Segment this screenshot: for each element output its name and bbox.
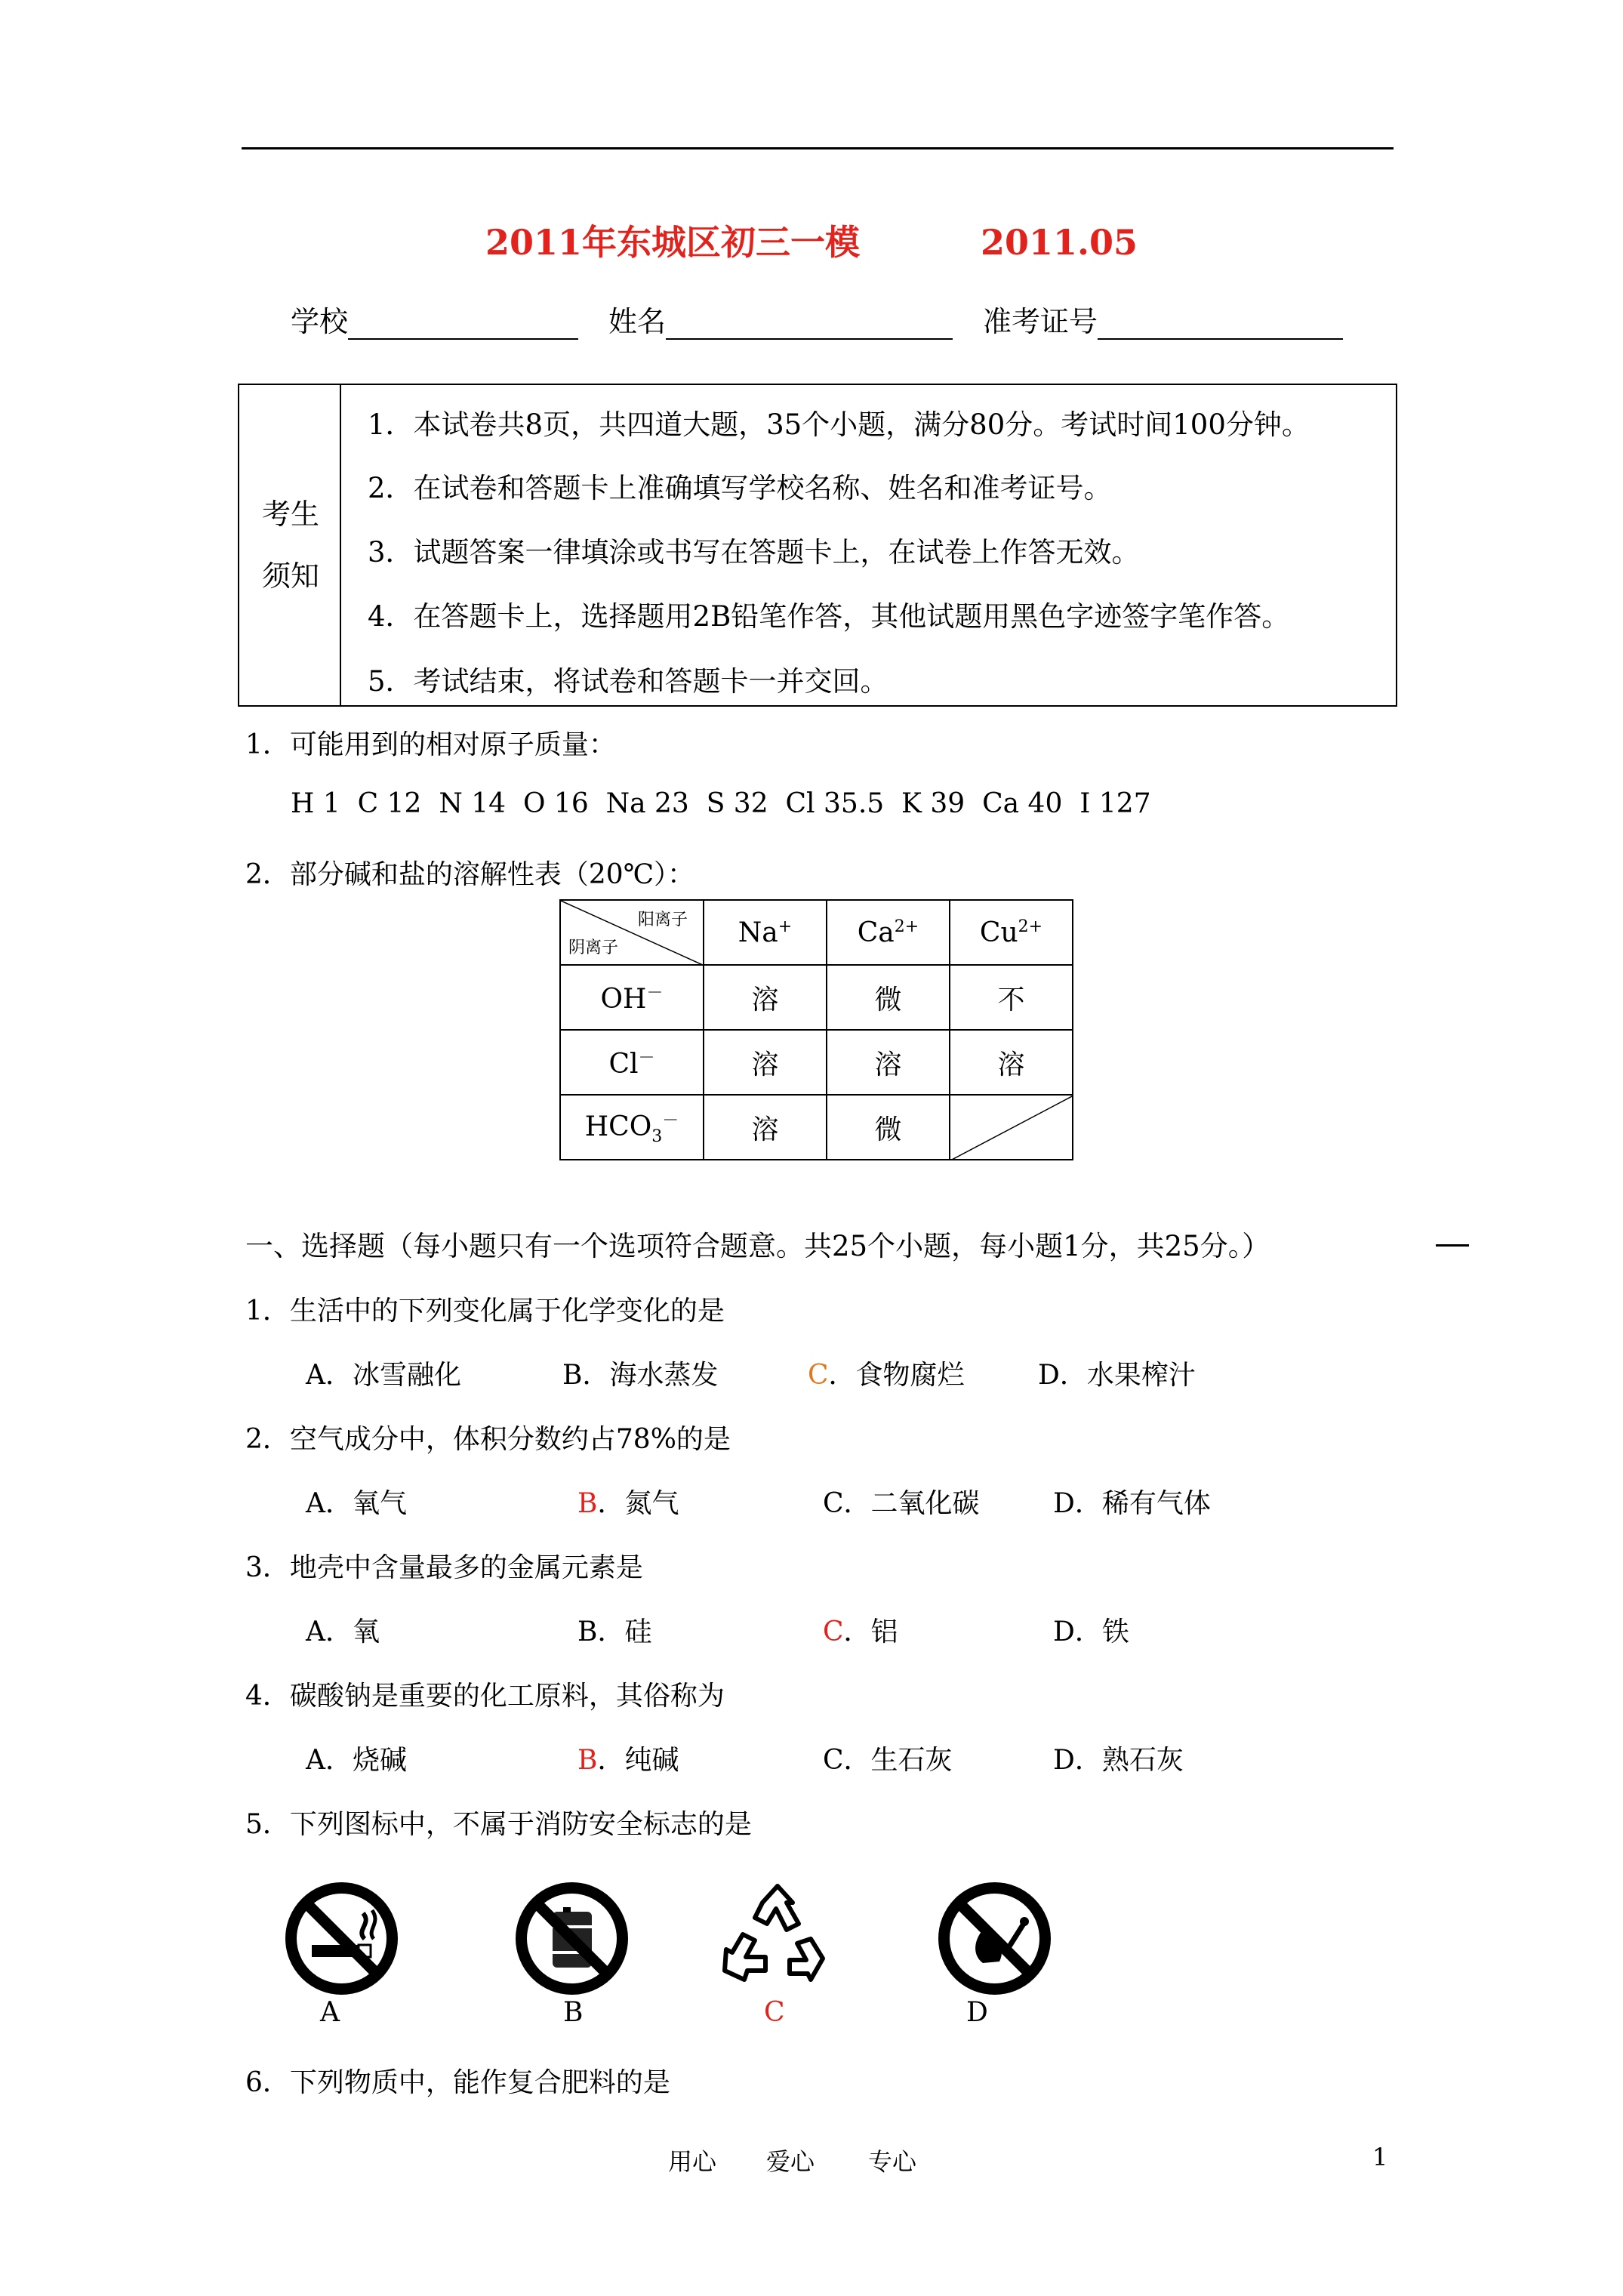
solubility-cell: 溶 bbox=[827, 1030, 950, 1095]
margin-dash bbox=[1436, 1244, 1469, 1247]
table-row bbox=[560, 900, 1073, 965]
solubility-cell: 溶 bbox=[950, 1030, 1073, 1095]
anion-header: 阴离子 bbox=[568, 938, 619, 957]
anion-cell: $HCO_3^-$ bbox=[560, 1095, 704, 1160]
question-stem: 5．下列图标中，不属于消防安全标志的是 bbox=[245, 1809, 752, 1840]
name-field bbox=[608, 298, 953, 340]
solubility-cell: 溶 bbox=[704, 1030, 827, 1095]
option-a[interactable]: A．冰雪融化 bbox=[306, 1360, 462, 1391]
solubility-cell: 溶 bbox=[704, 965, 827, 1030]
option-d[interactable]: D．铁 bbox=[1053, 1616, 1129, 1647]
option-d[interactable]: D．水果榨汁 bbox=[1038, 1360, 1196, 1391]
option-b[interactable]: B．海水蒸发 bbox=[562, 1360, 719, 1391]
option-d[interactable]: D．熟石灰 bbox=[1053, 1745, 1184, 1776]
option-b[interactable]: B．硅 bbox=[577, 1616, 652, 1647]
option-a[interactable]: A．烧碱 bbox=[306, 1745, 408, 1776]
name-label: 姓名 bbox=[608, 305, 667, 338]
school-blank[interactable] bbox=[348, 308, 578, 340]
notice-label-cell bbox=[239, 385, 341, 705]
notice-item: 5．考试结束，将试卷和答题卡一并交回。 bbox=[368, 665, 888, 698]
footer-motto: 用心 bbox=[668, 2147, 717, 2176]
atomic-mass-title: 1．可能用到的相对原子质量： bbox=[245, 729, 616, 760]
notice-item: 1．本试卷共8页，共四道大题，35个小题，满分80分。考试时间100分钟。 bbox=[368, 408, 1310, 441]
option-c[interactable]: C．生石灰 bbox=[823, 1745, 953, 1776]
table-row bbox=[560, 1095, 1073, 1160]
solubility-cell: 微 bbox=[827, 965, 950, 1030]
header-rule bbox=[242, 147, 1394, 149]
solubility-cell: 不 bbox=[950, 965, 1073, 1030]
solubility-cell: 微 bbox=[827, 1095, 950, 1160]
footer-motto: 爱心 bbox=[766, 2147, 815, 2176]
option-a[interactable]: A．氧 bbox=[306, 1616, 380, 1647]
anion-cell: OH－ bbox=[560, 965, 704, 1030]
option-c[interactable]: C．铝 bbox=[823, 1616, 898, 1647]
atomic-mass-values: H 1 C 12 N 14 O 16 Na 23 S 32 Cl 35.5 K 39 Ca 40 I 127 bbox=[291, 788, 1151, 819]
exam-no-label: 准考证号 bbox=[983, 305, 1098, 338]
table-row bbox=[560, 1030, 1073, 1095]
question-stem: 1．生活中的下列变化属于化学变化的是 bbox=[245, 1296, 725, 1327]
school-field bbox=[291, 298, 578, 340]
cation-cell: $Cu^{2+}$ bbox=[950, 900, 1073, 965]
table-row bbox=[560, 965, 1073, 1030]
exam-no-field bbox=[983, 298, 1343, 340]
option-a[interactable]: A．氧气 bbox=[306, 1488, 408, 1519]
exam-no-blank[interactable] bbox=[1098, 308, 1343, 340]
notice-label-line1: 考生 bbox=[262, 498, 320, 531]
footer-motto: 专心 bbox=[868, 2147, 917, 2176]
sign-label: D bbox=[966, 1997, 988, 2028]
exam-title: 2011年东城区初三一模 bbox=[485, 222, 860, 263]
solubility-table bbox=[559, 899, 1073, 1160]
section-heading: 一、选择题（每小题只有一个选项符合题意。共25个小题，每小题1分，共25分。） bbox=[245, 1230, 1270, 1262]
corner-header-cell bbox=[560, 900, 704, 965]
notice-item: 3．试题答案一律填涂或书写在答题卡上，在试卷上作答无效。 bbox=[368, 536, 1140, 569]
solubility-title: 2．部分碱和盐的溶解性表（20℃）： bbox=[245, 859, 694, 890]
sign-label: B bbox=[563, 1997, 584, 2028]
notice-item: 4．在答题卡上，选择题用2B铅笔作答，其他试题用黑色字迹签字笔作答。 bbox=[368, 600, 1290, 633]
sign-label: A bbox=[320, 1997, 340, 2028]
notice-label-line2: 须知 bbox=[262, 559, 320, 593]
question-stem: 2．空气成分中，体积分数约占78%的是 bbox=[245, 1424, 731, 1455]
anion-cell: Cl－ bbox=[560, 1030, 704, 1095]
page-number: 1 bbox=[1372, 2143, 1388, 2171]
question-stem: 6．下列物质中，能作复合肥料的是 bbox=[245, 2067, 670, 2098]
recycling-icon[interactable] bbox=[717, 1880, 838, 2004]
name-blank[interactable] bbox=[666, 308, 953, 340]
option-b[interactable]: B．氮气 bbox=[577, 1488, 679, 1519]
no-smoking-icon[interactable] bbox=[283, 1880, 400, 2004]
option-c[interactable]: C．食物腐烂 bbox=[808, 1360, 965, 1391]
no-fuel-drum-icon[interactable] bbox=[513, 1880, 630, 2004]
page-title bbox=[0, 215, 1623, 265]
option-b[interactable]: B．纯碱 bbox=[577, 1745, 679, 1776]
empty-diagonal-cell bbox=[950, 1095, 1073, 1160]
notice-item: 2．在试卷和答题卡上准确填写学校名称、姓名和准考证号。 bbox=[368, 472, 1112, 504]
cation-header: 阳离子 bbox=[637, 911, 688, 929]
option-d[interactable]: D．稀有气体 bbox=[1053, 1488, 1211, 1519]
question-stem: 3．地壳中含量最多的金属元素是 bbox=[245, 1552, 643, 1583]
exam-notice-box bbox=[238, 384, 1397, 707]
sign-label: C bbox=[764, 1997, 785, 2028]
cation-cell: $Ca^{2+}$ bbox=[827, 900, 950, 965]
solubility-cell: 溶 bbox=[704, 1095, 827, 1160]
option-c[interactable]: C．二氧化碳 bbox=[823, 1488, 980, 1519]
question-stem: 4．碳酸钠是重要的化工原料，其俗称为 bbox=[245, 1681, 725, 1712]
school-label: 学校 bbox=[291, 305, 349, 338]
exam-date: 2011.05 bbox=[980, 222, 1138, 263]
cell-diagonal bbox=[950, 1096, 1073, 1160]
no-fire-icon[interactable] bbox=[936, 1880, 1053, 2004]
cation-cell: Na+ bbox=[704, 900, 827, 965]
